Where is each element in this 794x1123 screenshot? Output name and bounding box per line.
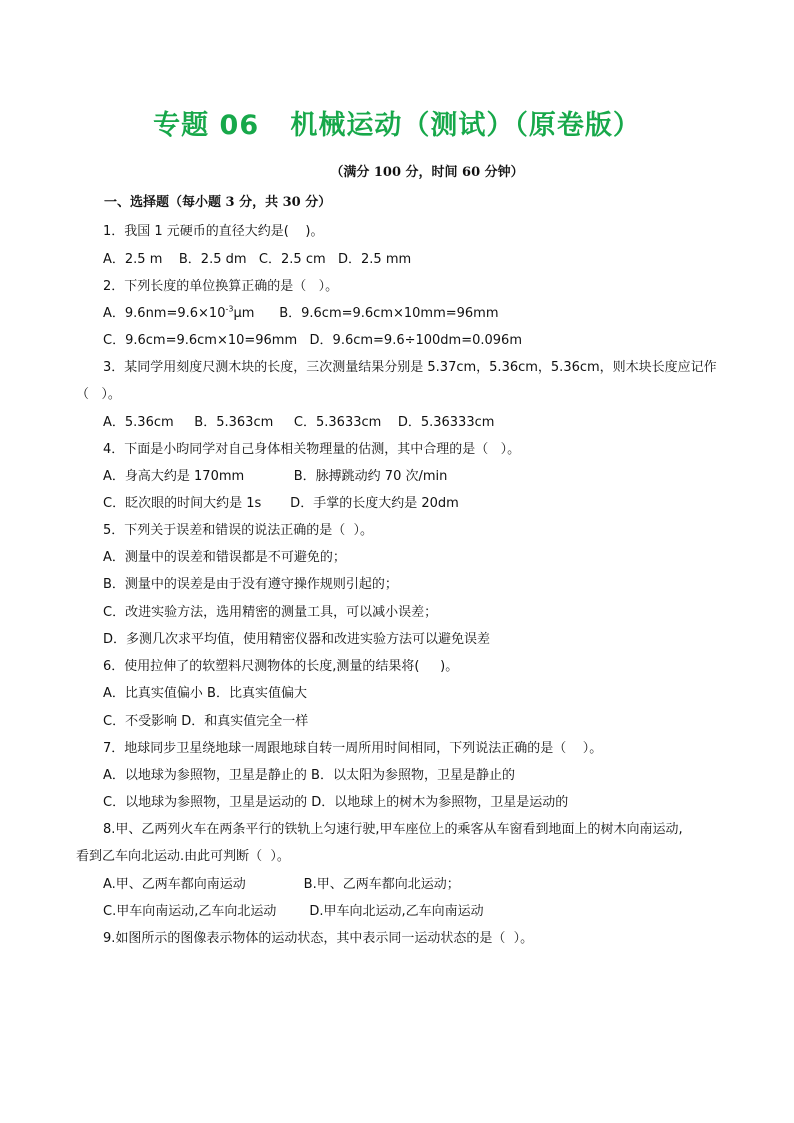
- options-3: A．5.36cm B．5.363cm C．5.3633cm D．5.36333cm: [103, 415, 495, 430]
- question-3-cont: （ ）。: [76, 387, 121, 402]
- option-b-text: μm B．9.6cm=9.6cm×10mm=96mm: [233, 306, 499, 321]
- options-2b: C．9.6cm=9.6cm×10=96mm D．9.6cm=9.6÷100dm=0.096m: [103, 333, 522, 348]
- options-6b: C．不受影响 D．和真实值完全一样: [103, 714, 309, 729]
- page-title: 专题 06 机械运动（测试）（原卷版）: [153, 110, 641, 141]
- options-4a: A．身高大约是 170mm B．脉搏跳动约 70 次/min: [103, 469, 448, 484]
- option-5d: D．多测几次求平均值，使用精密仪器和改进实验方法可以避免误差: [103, 632, 491, 647]
- option-5c: C．改进实验方法，选用精密的测量工具，可以减小误差；: [103, 605, 438, 620]
- question-1: 1．我国 1 元硬币的直径大约是( )。: [103, 224, 324, 239]
- question-6: 6．使用拉伸了的软塑料尺测物体的长度,测量的结果将( )。: [103, 659, 459, 674]
- question-7: 7．地球同步卫星绕地球一周跟地球自转一周所用时间相同，下列说法正确的是（ ）。: [103, 741, 603, 756]
- question-5: 5．下列关于误差和错误的说法正确的是（ ）。: [103, 523, 374, 538]
- question-4: 4．下面是小昀同学对自己身体相关物理量的估测，其中合理的是（ ）。: [103, 442, 521, 457]
- option-5a: A．测量中的误差和错误都是不可避免的；: [103, 550, 346, 565]
- options-2a: [103, 302, 499, 321]
- exam-info: （满分 100 分，时间 60 分钟）: [330, 165, 524, 180]
- options-4b: C．眨次眼的时间大约是 1s D．手掌的长度大约是 20dm: [103, 496, 459, 511]
- question-2: 2．下列长度的单位换算正确的是（ ）。: [103, 279, 339, 294]
- option-5b: B．测量中的误差是由于没有遵守操作规则引起的；: [103, 577, 398, 592]
- exponent: -3: [225, 304, 234, 314]
- question-8-cont: 看到乙车向北运动.由此可判断（ ）。: [76, 849, 290, 864]
- options-1: A．2.5 m B．2.5 dm C．2.5 cm D．2.5 mm: [103, 252, 412, 267]
- options-7b: C．以地球为参照物，卫星是运动的 D．以地球上的树木为参照物，卫星是运动的: [103, 795, 569, 810]
- options-8b: C.甲车向南运动,乙车向北运动 D.甲车向北运动,乙车向南运动: [103, 904, 484, 919]
- options-7a: A．以地球为参照物，卫星是静止的 B．以太阳为参照物，卫星是静止的: [103, 768, 515, 783]
- question-3: 3．某同学用刻度尺测木块的长度，三次测量结果分别是 5.37cm，5.36cm，5.36cm，则木块长度应记作: [103, 360, 717, 375]
- question-8: 8.甲、乙两列火车在两条平行的铁轨上匀速行驶,甲车座位上的乘客从车窗看到地面上的树木向南运动,: [103, 822, 683, 837]
- option-a-text: A．9.6nm=9.6×10: [103, 306, 226, 321]
- options-8a: A.甲、乙两车都向南运动 B.甲、乙两车都向北运动；: [103, 877, 460, 892]
- section-heading: 一、选择题（每小题 3 分，共 30 分）: [104, 195, 332, 210]
- options-6a: A．比真实值偏小 B．比真实值偏大: [103, 686, 307, 701]
- question-9: 9.如图所示的图像表示物体的运动状态，其中表示同一运动状态的是（ ）。: [103, 931, 534, 946]
